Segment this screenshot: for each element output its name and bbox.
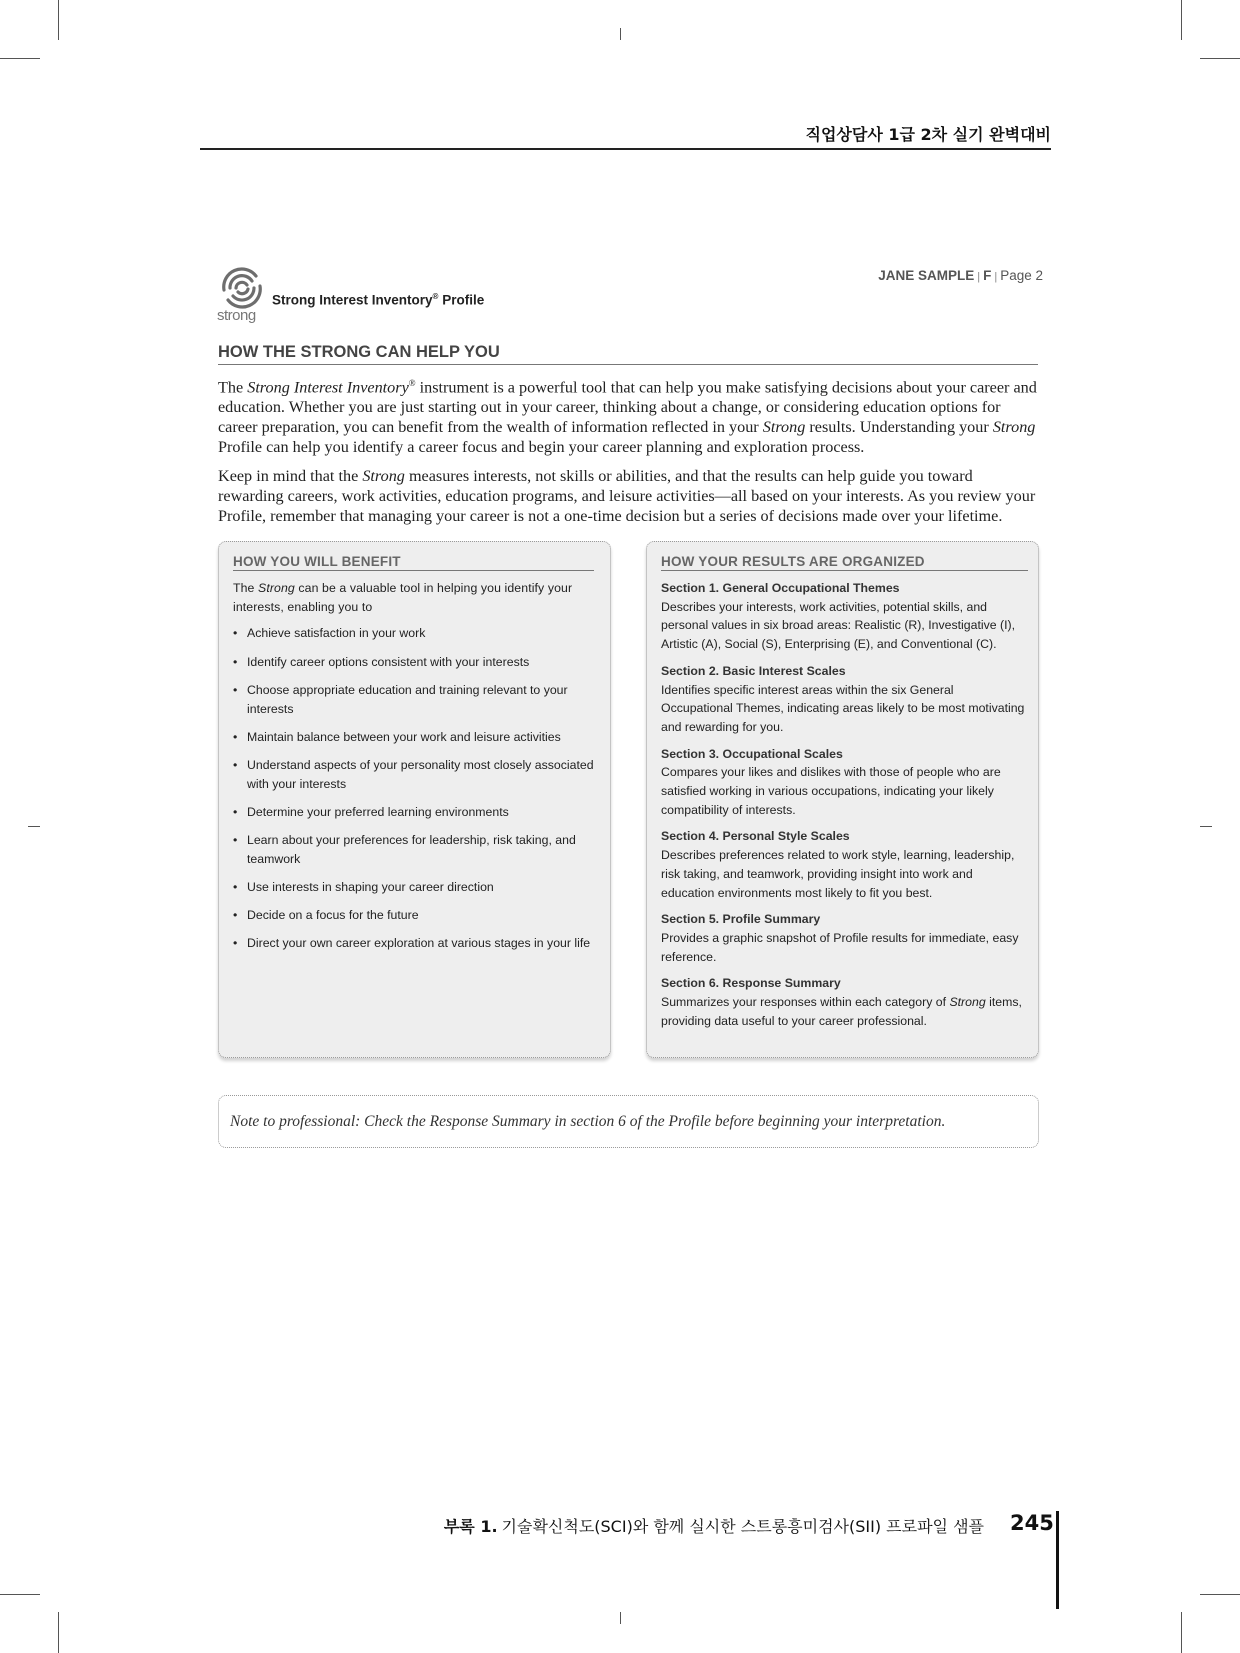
intro-text [218,373,1040,535]
results-box [646,541,1039,1058]
results-section [661,910,1028,966]
section-title: HOW THE STRONG CAN HELP YOU [218,343,1038,365]
crop-mark [1200,826,1212,827]
list-item: • Direct your own career exploration at various stages in your life [233,936,591,951]
intro-paragraph: The Strong Interest Inventory® instrument is a powerful tool that can help you make satisfying decisions about your career and education. Whether you are just starting out in your career, thinking about a change, or considering education options for career preparation, you can benefit from the wealth of information reflected in your Strong results. Understanding your Strong Profile can help you identify a career focus and begin your career planning and exploration process. [218,378,1037,457]
results-section-heading: Section 5. Profile Summary [661,912,821,927]
results-section-body: Provides a graphic snapshot of Profile results for immediate, easy reference. [661,930,1019,964]
results-section [661,974,1028,1030]
results-section [661,662,1028,737]
results-section-body: Compares your likes and dislikes with those of people who are satisfied working in various occupations, indicating your likely compatibility of interests. [661,765,1001,817]
professional-note: Note to professional: Check the Response Summary in section 6 of the Profile before beginning your interpretation. [218,1095,1039,1148]
page-number: 245 [1010,1511,1054,1535]
page-indicator: Page 2 [1000,268,1043,283]
list-item: • Choose appropriate education and training relevant to your interests [233,682,568,716]
list-item: • Use interests in shaping your career direction [233,879,494,894]
footer-caption [444,1514,984,1537]
product-name: Strong Interest Inventory® Profile [272,292,485,308]
book-title: 직업상담사 1급 2차 실기 완벽대비 [805,125,1051,144]
crop-mark [1181,1612,1182,1653]
results-section-heading: Section 3. Occupational Scales [661,746,843,761]
crop-mark [0,58,40,59]
crop-mark [58,0,59,40]
strong-logo-word: strong [217,307,256,324]
list-item: • Achieve satisfaction in your work [233,626,426,641]
benefit-list [233,624,594,953]
results-section-body: Describes preferences related to work style, learning, leadership, risk taking, and teamwork, providing insight into work and education environments most likely to fit you best. [661,848,1015,900]
book-header [200,118,1051,150]
crop-mark [58,1612,59,1653]
results-section-heading: Section 4. Personal Style Scales [661,829,850,844]
results-section-body: Summarizes your responses within each category of Strong items, providing data useful to your career professional. [661,995,1022,1028]
results-section-heading: Section 6. Response Summary [661,976,841,991]
list-item: • Maintain balance between your work and leisure activities [233,729,561,744]
benefit-intro: The Strong can be a valuable tool in helping you identify your interests, enabling you to [233,581,573,614]
results-section-heading: Section 1. General Occupational Themes [661,581,900,595]
list-item: • Understand aspects of your personality most closely associated with your interests [233,757,594,791]
list-item: • Decide on a focus for the future [233,908,419,923]
benefit-box [218,541,611,1058]
results-section [661,579,1028,654]
appendix-label: 부록 1. [443,1517,498,1536]
appendix-title: 기술확신척도(SCI)와 함께 실시한 스트롱흥미검사(SII) 프로파일 샘플 [501,1517,984,1536]
results-section [661,745,1028,820]
crop-mark [0,1594,40,1595]
client-name: JANE SAMPLE [878,268,975,283]
crop-mark [1181,0,1182,40]
results-section [661,827,1028,902]
crop-mark [620,28,621,40]
results-box-title: HOW YOUR RESULTS ARE ORGANIZED [661,554,1028,571]
list-item: • Learn about your preferences for leadership, risk taking, and teamwork [233,833,576,866]
crop-mark [620,1612,621,1624]
intro-paragraph: Keep in mind that the Strong measures interests, not skills or abilities, and that the results can help guide you toward rewarding careers, work activities, education programs, and leisure activities—all based on your interests. As you review your Profile, remember that managing your career is not a one-time decision but a series of decisions made over your lifetime. [218,467,1036,526]
gender-code: F [983,268,992,283]
list-item: • Identify career options consistent with your interests [233,654,530,669]
crop-mark [1200,58,1240,59]
crop-mark [28,826,40,827]
results-section-body: Describes your interests, work activities, potential skills, and personal values in six broad areas: Realistic (R), Investigative (I), Artistic (A), Social (S), Enterprising (E), and Conventional (C). [661,599,1016,652]
footer-bar [1056,1511,1059,1609]
results-section-heading: Section 2. Basic Interest Scales [661,663,846,678]
benefit-box-title: HOW YOU WILL BENEFIT [233,554,594,571]
results-section-body: Identifies specific interest areas within the six General Occupational Themes, indicating areas likely to be most motivating and rewarding for you. [661,682,1025,734]
list-item: • Determine your preferred learning environments [233,804,509,819]
page-label: JANE SAMPLE | F | Page 2 [878,268,1043,283]
crop-mark [1200,1594,1240,1595]
